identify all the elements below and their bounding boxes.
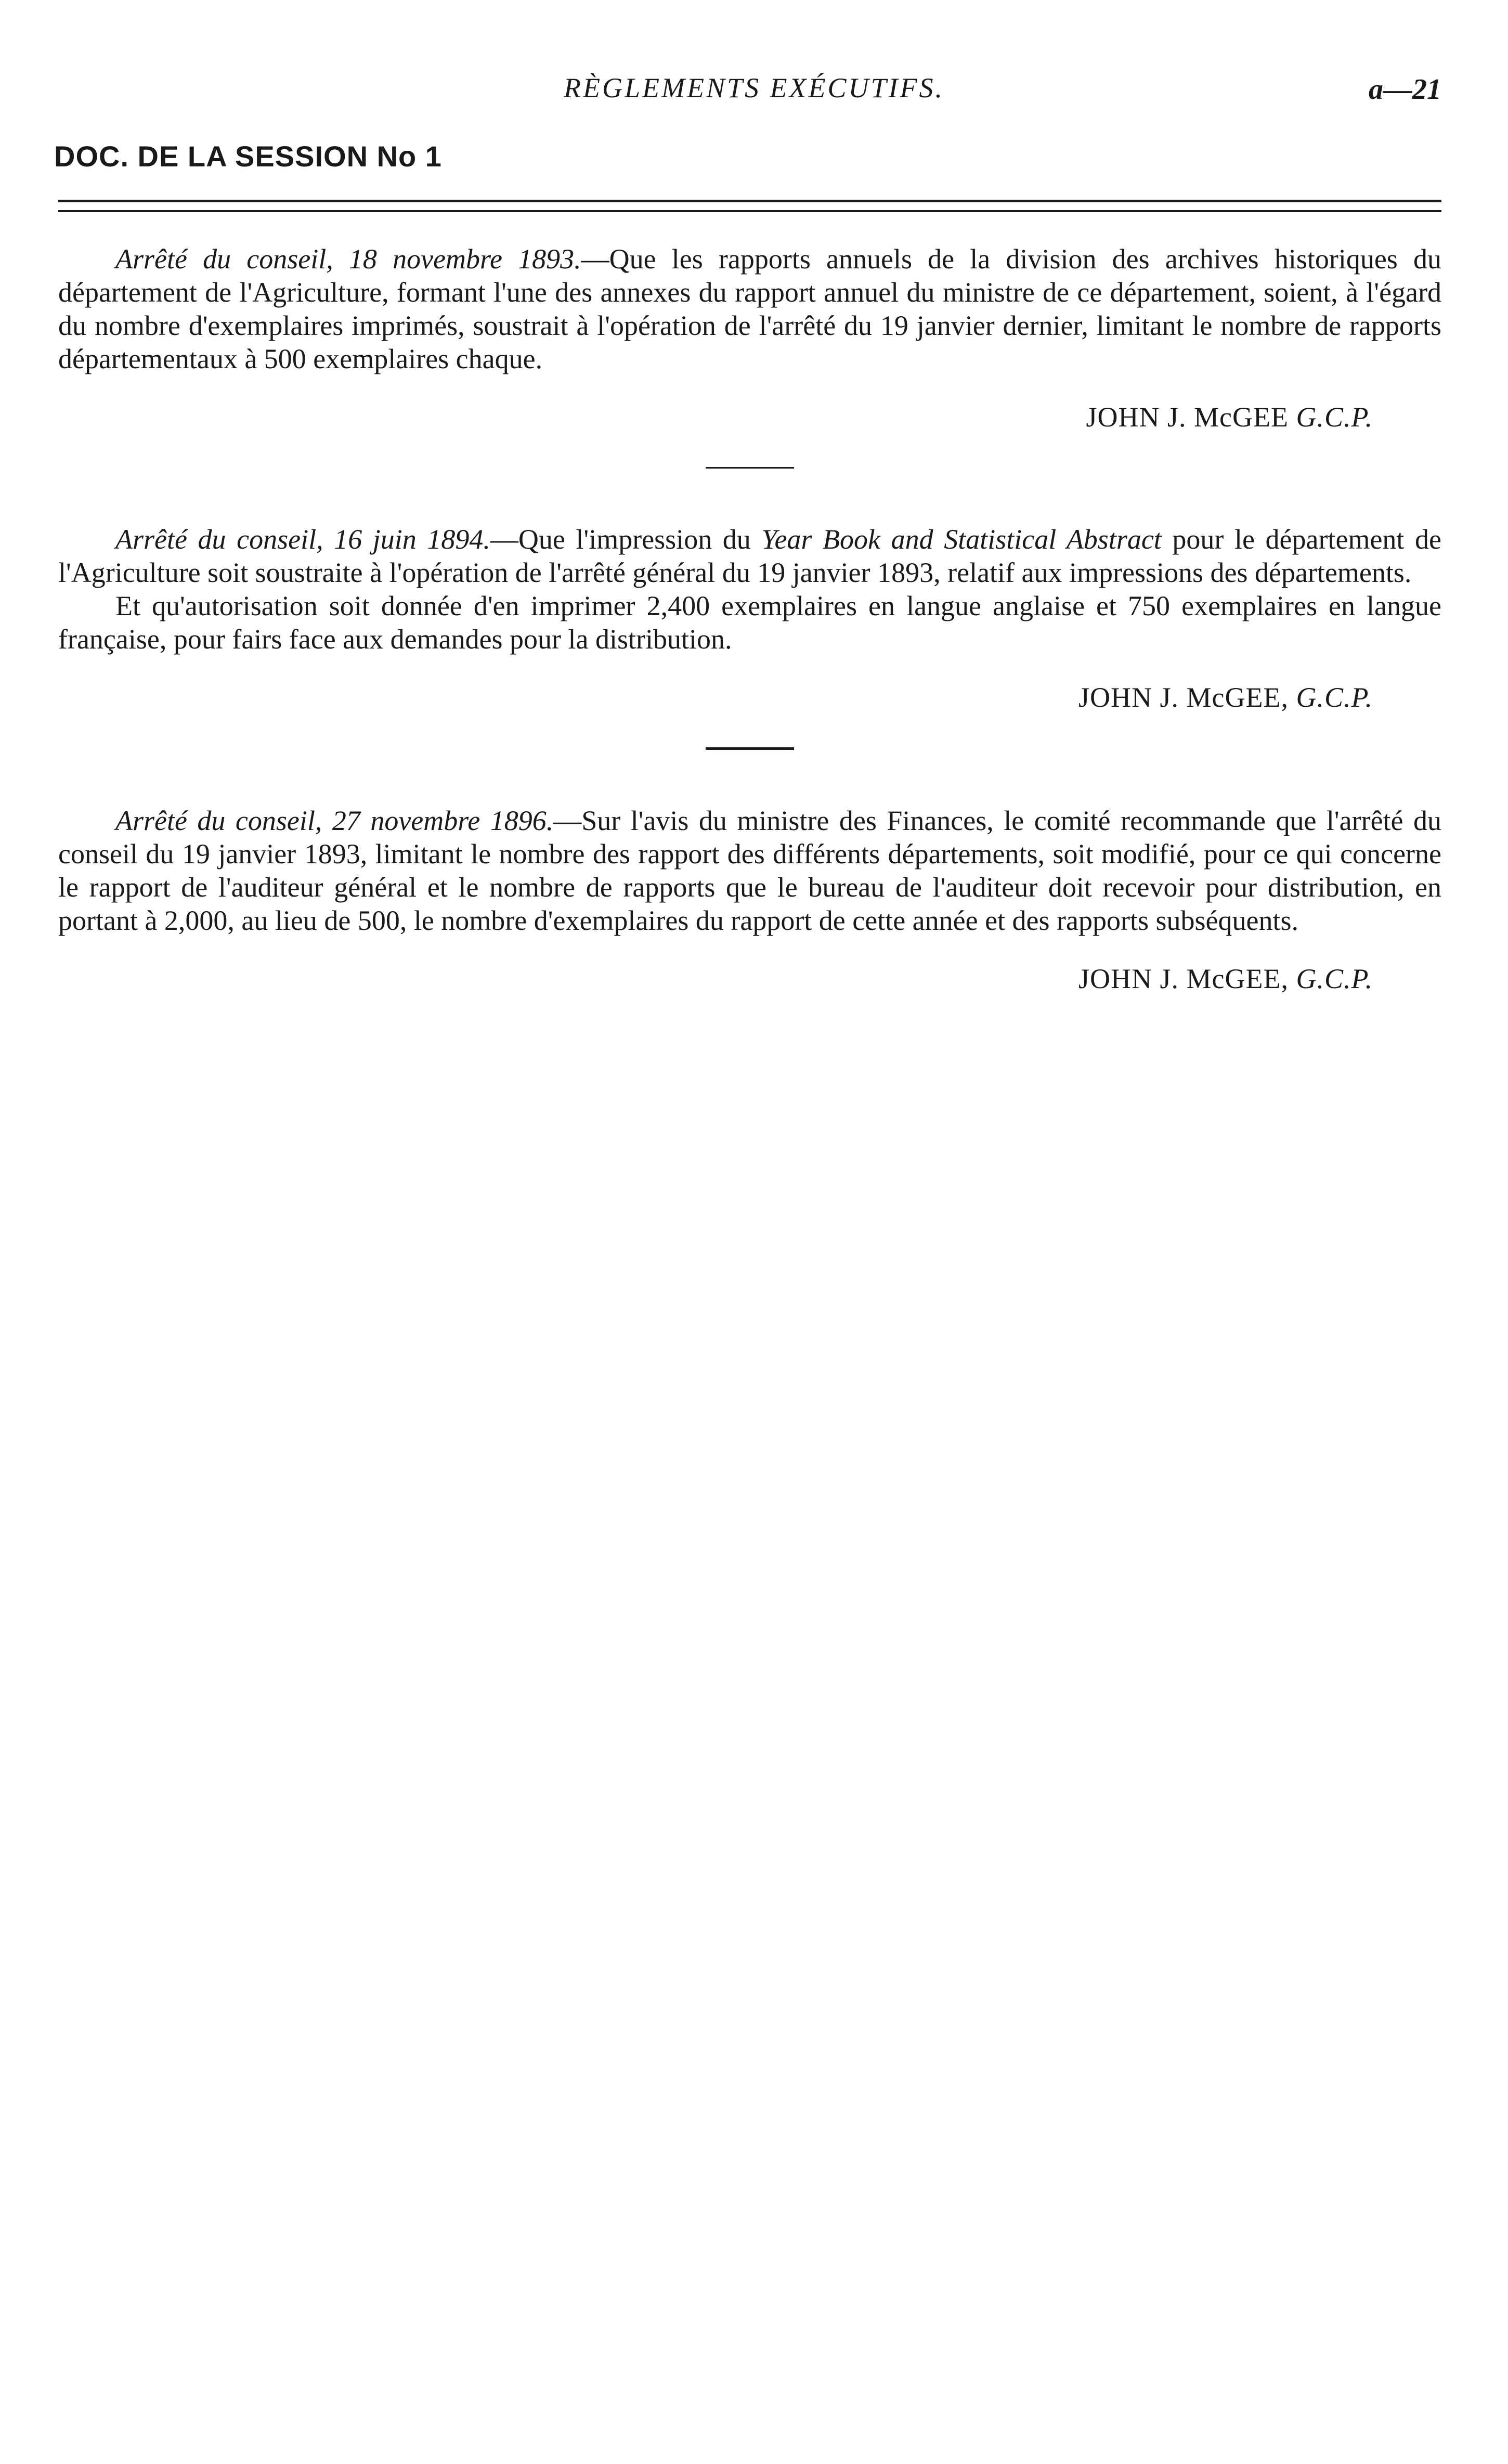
order-lead: Arrêté du conseil, 18 novembre 1893. [115, 243, 581, 275]
order-text: —Que les rapports annuels de la division des archives historiques du département de l'Agriculture, formant l'une des annexes du rapport annuel du ministre de ce département, soient, à l'égard du nombre d'exemplaires imprimés, soustrait à l'opération de l'arrêté du 19 janvier dernier, limitant le nombre de rapports départementaux à 500 exemplaires chaque. [58, 243, 1441, 374]
signature-title: G.C.P. [1296, 401, 1373, 433]
order-text: —Sur l'avis du ministre des Finances, le comité recommande que l'arrêté du conseil du 19 janvier 1893, limitant le nombre des rapport des différents départements, soit modifié, pour ce qui concerne le rapport de l'auditeur général et le nombre de rapports que le bureau de l'auditeur doit recevoir pour distribution, en portant à 2,000, au lieu de 500, le nombre d'exemplaires du rapport de cette année et des rapports subséquents. [58, 805, 1441, 936]
order-paragraph [58, 804, 1441, 937]
section-separator [706, 747, 794, 750]
order-entry-1 [58, 242, 1441, 434]
signature-name: JOHN J. McGEE, [1078, 963, 1289, 994]
order-paragraph [58, 523, 1441, 589]
session-label: DOC. DE LA SESSION No 1 [54, 140, 442, 173]
header-rule-top [58, 200, 1441, 202]
order-entry-2 [58, 523, 1441, 714]
signature-title: G.C.P. [1296, 682, 1373, 713]
order-text-after: pour le département de l'Agriculture soit soustraite à l'opération de l'arrêté général du 19 janvier 1893, relatif aux impressions des départements. [58, 524, 1441, 588]
signature-name: JOHN J. McGEE, [1078, 682, 1289, 713]
order-paragraph [58, 242, 1441, 375]
document-body [58, 242, 1441, 995]
signature-name: JOHN J. McGEE [1086, 401, 1289, 433]
order-lead: Arrêté du conseil, 27 novembre 1896. [115, 805, 554, 836]
signature-title: G.C.P. [1296, 963, 1373, 994]
order-entry-3 [58, 804, 1441, 995]
order-lead: Arrêté du conseil, 16 juin 1894. [115, 524, 490, 555]
header-rule-bottom [58, 210, 1441, 212]
signature [58, 681, 1441, 714]
page-number: a—21 [1369, 73, 1441, 106]
section-separator [706, 467, 794, 469]
running-title: RÈGLEMENTS EXÉCUTIFS. [564, 72, 944, 103]
order-paragraph-2: Et qu'autorisation soit donnée d'en imprimer 2,400 exemplaires en langue anglaise et 750 exemplaires en langue française, pour fairs face aux demandes pour la distribution. [58, 590, 1441, 655]
signature [58, 962, 1441, 995]
order-text-before: —Que l'impression du [490, 524, 762, 555]
publication-title: Year Book and Statistical Abstract [761, 524, 1162, 555]
signature [58, 400, 1441, 434]
